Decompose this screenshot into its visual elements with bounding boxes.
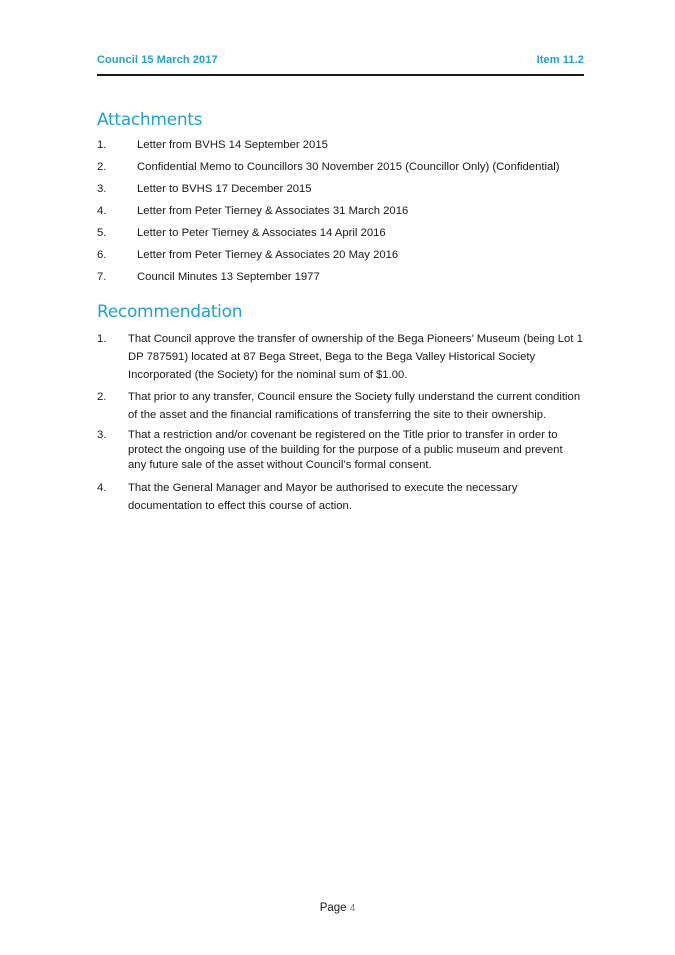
attachments-heading: Attachments (97, 110, 203, 130)
attachments-list (97, 138, 597, 292)
attachment-item (97, 138, 597, 160)
page-number: 4 (349, 903, 356, 914)
attachment-item (97, 182, 597, 204)
attachment-text: Council Minutes 13 September 1977 (137, 271, 320, 283)
attachment-number: 2. (97, 161, 107, 173)
recommendation-list (97, 330, 587, 519)
attachment-text: Letter to Peter Tierney & Associates 14 April 2016 (137, 227, 386, 239)
recommendation-text: That a restriction and/or covenant be registered on the Title prior to transfer in order to protect the ongoing use of the building for the purpose of a public museum and prevent any future sale of the asset without Council’s formal consent. (128, 429, 563, 471)
recommendation-number: 1. (97, 333, 107, 345)
attachment-item (97, 270, 597, 292)
meeting-title: Council 15 March 2017 (97, 54, 218, 66)
recommendation-item (97, 330, 587, 384)
recommendation-item (97, 388, 587, 424)
recommendation-item (97, 479, 587, 515)
recommendation-text: That Council approve the transfer of ownership of the Bega Pioneers’ Museum (being Lot 1 DP 787591) located at 87 Bega Street, Bega to the Bega Valley Historical Society Incorporated (the Society) for the nominal sum of $1.00. (128, 333, 583, 381)
recommendation-number: 4. (97, 482, 107, 494)
attachment-item (97, 226, 597, 248)
attachment-text: Letter from BVHS 14 September 2015 (137, 139, 328, 151)
attachment-text: Letter from Peter Tierney & Associates 31 March 2016 (137, 205, 409, 217)
attachment-number: 1. (97, 139, 107, 151)
recommendation-heading: Recommendation (97, 302, 243, 322)
attachment-item (97, 160, 597, 182)
attachment-number: 4. (97, 205, 107, 217)
recommendation-item (97, 428, 587, 473)
page-label: Page (319, 902, 347, 914)
recommendation-text: That prior to any transfer, Council ensure the Society fully understand the current condition of the asset and the financial ramifications of transferring the site to their ownership. (128, 391, 581, 421)
item-number: Item 11.2 (536, 54, 584, 66)
page-footer (0, 902, 675, 914)
attachment-number: 7. (97, 271, 107, 283)
recommendation-number: 2. (97, 391, 107, 403)
attachment-item (97, 204, 597, 226)
recommendation-text: That the General Manager and Mayor be authorised to execute the necessary documentation to effect this course of action. (128, 482, 518, 512)
attachment-text: Confidential Memo to Councillors 30 November 2015 (Councillor Only) (Confidential) (137, 161, 560, 173)
attachment-text: Letter from Peter Tierney & Associates 20 May 2016 (137, 249, 399, 261)
recommendation-number: 3. (97, 429, 107, 441)
attachment-number: 5. (97, 227, 107, 239)
attachment-number: 3. (97, 183, 107, 195)
page-header (97, 54, 584, 76)
attachment-item (97, 248, 597, 270)
attachment-number: 6. (97, 249, 107, 261)
attachment-text: Letter to BVHS 17 December 2015 (137, 183, 312, 195)
